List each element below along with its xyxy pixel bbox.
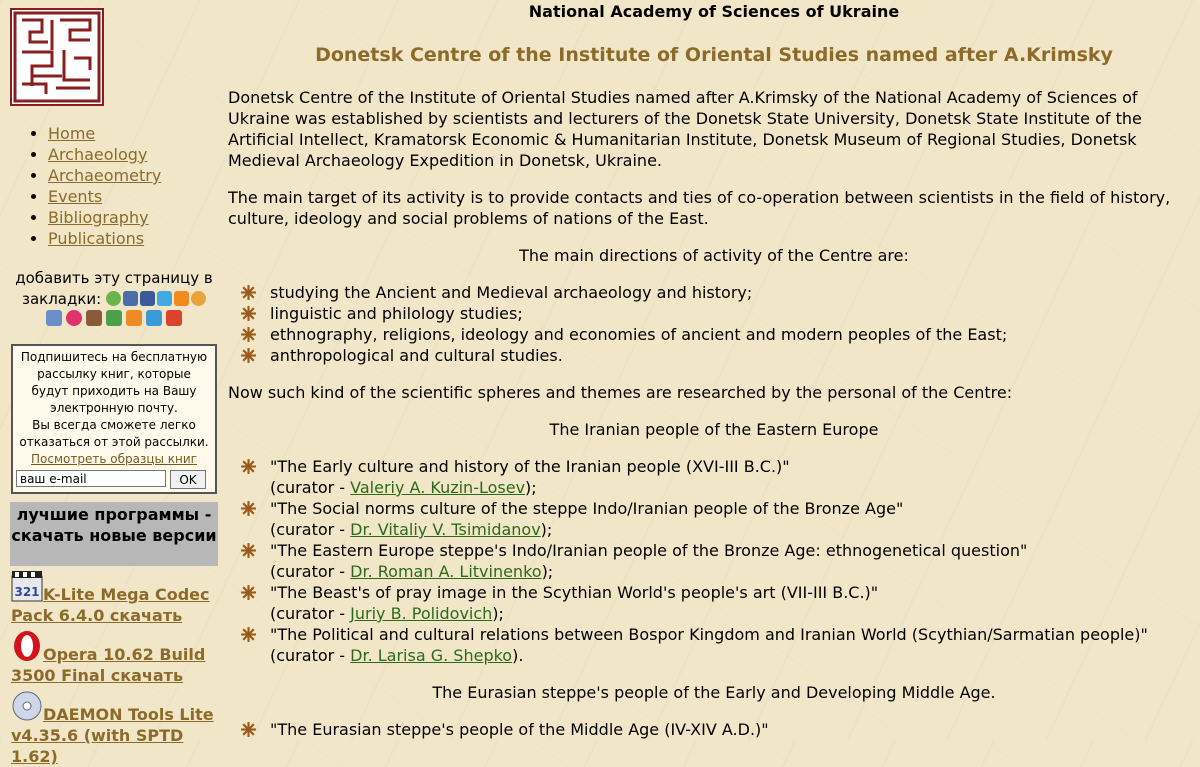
bullet-star-icon xyxy=(240,721,257,738)
nav-item-events xyxy=(48,186,161,207)
main-nav xyxy=(18,123,161,249)
curator-link[interactable]: Dr. Roman A. Litvinenko xyxy=(350,562,542,581)
direction-text: ethnography, religions, ideology and economies of ancient and modern peoples of the East; xyxy=(270,325,1008,344)
bookmark-text: добавить эту страницу в закладки: xyxy=(15,269,213,308)
star-bookmark-icon[interactable] xyxy=(66,310,82,326)
list-item xyxy=(240,719,1190,740)
curator-link[interactable]: Juriy B. Polidovich xyxy=(350,604,493,623)
eurasian-heading: The Eurasian steppe's people of the Early and Developing Middle Age. xyxy=(432,683,996,702)
ok-button[interactable]: OK xyxy=(170,470,206,489)
target-paragraph: The main target of its activity is to provide contacts and ties of co-operation between scientists in the field of history, culture, ideology and social problems of nations of the East. xyxy=(228,188,1171,228)
twitter-icon[interactable] xyxy=(157,291,172,306)
nav-item-archaeology xyxy=(48,144,161,165)
nav-link-home[interactable]: Home xyxy=(48,124,96,143)
klite-icon xyxy=(11,570,43,602)
bullet-star-icon xyxy=(240,326,257,343)
curator-prefix: (curator - xyxy=(270,562,351,581)
direction-text: anthropological and cultural studies. xyxy=(270,346,563,365)
program-link-opera[interactable]: Opera 10.62 Build 3500 Final скачать xyxy=(11,645,206,685)
blogger-icon[interactable] xyxy=(126,310,142,326)
theme-title: "The Beast's of pray image in the Scythian World's people's art (VII-III B.C.)" xyxy=(270,583,879,602)
directions-list xyxy=(240,282,1190,366)
list-item xyxy=(240,324,1190,345)
curator-end: ). xyxy=(512,646,524,665)
intro-paragraph: Donetsk Centre of the Institute of Oriental Studies named after A.Krimsky of the National Academy of Sciences of Ukraine was established by scientists and lecturers of the Donetsk State University, Donetsk State Institute of the Artificial Intellect, Kramatorsk Economic & Humanitarian Institute, Donetsk Museum of Regional Studies, Donetsk Medieval Archaeology Expedition in Donetsk, Ukraine. xyxy=(228,88,1142,170)
best-programs-header: лучшие программы - скачать новые версии xyxy=(10,502,218,566)
subscribe-form xyxy=(16,470,212,489)
bullet-star-icon xyxy=(240,542,257,559)
nav-link-publications[interactable]: Publications xyxy=(48,229,145,248)
spheres-intro: Now such kind of the scientific spheres and themes are researched by the personal of the Centre: xyxy=(228,383,1013,402)
bullet-star-icon xyxy=(240,626,257,643)
direction-text: studying the Ancient and Medieval archaeology and history; xyxy=(270,283,753,302)
nav-item-bibliography xyxy=(48,207,161,228)
opera-icon xyxy=(11,630,43,662)
moimir-icon[interactable] xyxy=(191,291,206,306)
bullet-star-icon xyxy=(240,458,257,475)
theme-title: "The Early culture and history of the Iranian people (XVI-III B.C.)" xyxy=(270,457,790,476)
program-item-opera xyxy=(11,630,221,686)
program-item-daemon xyxy=(11,690,221,767)
iranian-themes-list xyxy=(240,456,1190,666)
email-input[interactable] xyxy=(16,470,166,487)
subscribe-samples-link[interactable]: Посмотреть образцы книг xyxy=(31,452,197,466)
curator-end: ); xyxy=(492,604,504,623)
google-plus-icon[interactable] xyxy=(166,310,182,326)
list-item xyxy=(240,303,1190,324)
direction-text: linguistic and philology studies; xyxy=(270,304,523,323)
curator-end: ); xyxy=(540,520,553,539)
theme-title: "The Social norms culture of the steppe Indo/Iranian people of the Bronze Age" xyxy=(270,499,904,518)
cat-icon[interactable] xyxy=(86,310,102,326)
list-item xyxy=(240,498,1190,540)
curator-link[interactable]: Valeriy A. Kuzin-Losev xyxy=(350,478,526,497)
bookmark-block xyxy=(10,268,218,326)
theme-title: "The Eurasian steppe's people of the Middle Age (IV-XIV A.D.)" xyxy=(270,720,769,739)
curator-end: ); xyxy=(525,478,537,497)
eurasian-themes-list xyxy=(240,719,1190,740)
subscribe-text: Подпишитесь на бесплатную рассылку книг, которые будут приходить на Вашу электронную почту. xyxy=(20,350,208,415)
nav-link-events[interactable]: Events xyxy=(48,187,103,206)
list-item xyxy=(240,624,1190,666)
pencil-icon[interactable] xyxy=(46,310,62,326)
bullet-star-icon xyxy=(240,500,257,517)
academy-title: National Academy of Sciences of Ukraine xyxy=(528,2,900,21)
curator-prefix: (curator - xyxy=(270,478,351,497)
bullet-star-icon xyxy=(240,584,257,601)
curator-link[interactable]: Dr. Vitaliy V. Tsimidanov xyxy=(350,520,541,539)
nav-item-archaeometry xyxy=(48,165,161,186)
program-item-klite xyxy=(11,570,221,626)
list-item xyxy=(240,345,1190,366)
bullet-star-icon xyxy=(240,347,257,364)
vkontakte-icon[interactable] xyxy=(123,291,138,306)
curator-link[interactable]: Dr. Larisa G. Shepko xyxy=(350,646,513,665)
theme-title: "The Political and cultural relations between Bospor Kingdom and Iranian World (Scythian/Sarmatian people)" xyxy=(270,625,1148,644)
curator-prefix: (curator - xyxy=(270,646,351,665)
nav-link-archaeometry[interactable]: Archaeometry xyxy=(48,166,162,185)
seal-logo-image xyxy=(12,10,102,104)
curator-end: ); xyxy=(541,562,554,581)
iranian-heading: The Iranian people of the Eastern Europe xyxy=(549,420,879,439)
curator-prefix: (curator - xyxy=(270,604,351,623)
nav-item-home xyxy=(48,123,161,144)
odnoklassniki-icon[interactable] xyxy=(174,291,189,306)
daemon-icon xyxy=(11,690,43,722)
curator-prefix: (curator - xyxy=(270,520,351,539)
program-link-klite[interactable]: K-Lite Mega Codec Pack 6.4.0 скачать xyxy=(11,585,210,625)
list-item xyxy=(240,282,1190,303)
sidebar xyxy=(0,0,228,766)
google-icon[interactable] xyxy=(106,310,122,326)
program-link-daemon[interactable]: DAEMON Tools Lite v4.35.6 (with SPTD 1.62) xyxy=(11,705,214,766)
centre-title: Donetsk Centre of the Institute of Oriental Studies named after A.Krimsky xyxy=(315,44,1113,66)
list-item xyxy=(240,582,1190,624)
facebook-icon[interactable] xyxy=(140,291,155,306)
nav-item-publications xyxy=(48,228,161,249)
list-item xyxy=(240,456,1190,498)
bullet-star-icon xyxy=(240,305,257,322)
list-item xyxy=(240,540,1190,582)
subscribe-unsub-text: Вы всегда сможете легко отказаться от этой рассылки. xyxy=(19,418,209,449)
bookmark-plus-icon[interactable] xyxy=(106,291,121,306)
directions-heading: The main directions of activity of the Centre are: xyxy=(519,246,909,265)
liveinternet-icon[interactable] xyxy=(146,310,162,326)
nav-link-archaeology[interactable]: Archaeology xyxy=(48,145,148,164)
bullet-star-icon xyxy=(240,284,257,301)
subscribe-box xyxy=(11,344,217,494)
theme-title: "The Eastern Europe steppe's Indo/Iranian people of the Bronze Age: ethnogenetical question" xyxy=(270,541,1028,560)
svg-text:321: 321 xyxy=(14,585,40,599)
seal-logo[interactable] xyxy=(10,8,104,106)
nav-link-bibliography[interactable]: Bibliography xyxy=(48,208,149,227)
